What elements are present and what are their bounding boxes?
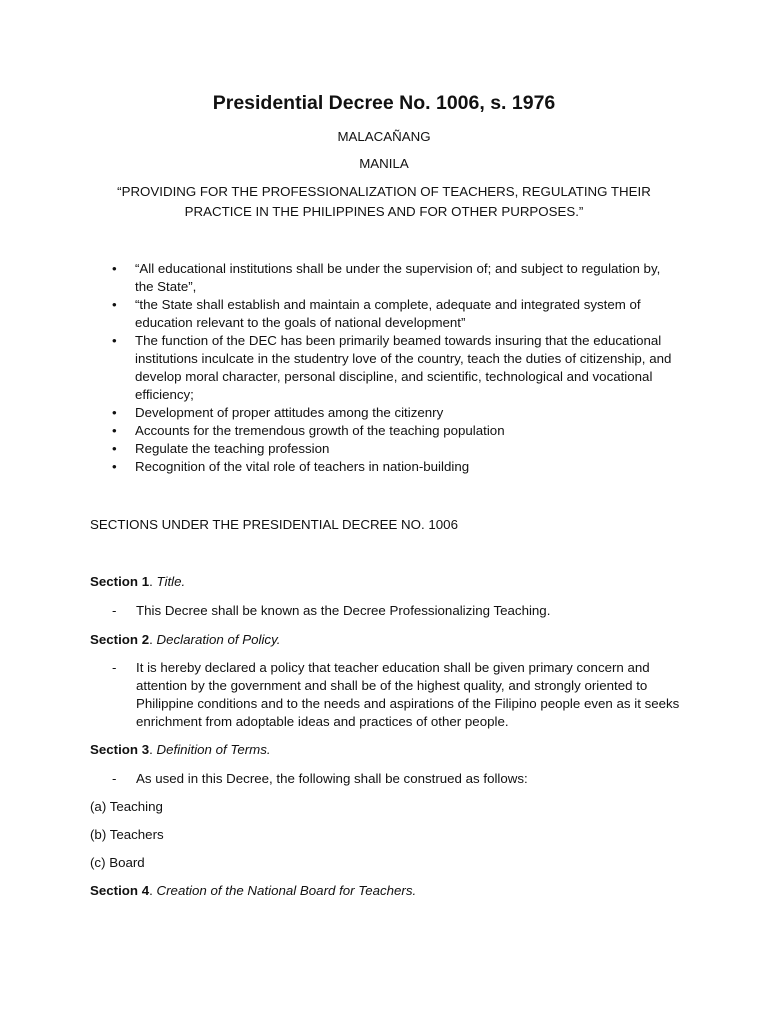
bullet-marker: • <box>112 423 117 438</box>
decree-subtitle: “PROVIDING FOR THE PROFESSIONALIZATION OF TEACHERS, REGULATING THEIR PRACTICE IN THE PHILIPPINES AND FOR OTHER PURPOSES.” <box>117 184 651 219</box>
list-item <box>90 260 680 296</box>
list-item-text: Regulate the teaching profession <box>135 441 330 456</box>
bullet-list <box>90 260 680 476</box>
section-label: Section 4 <box>90 883 150 898</box>
dash-marker: - <box>112 603 117 618</box>
section-body-text: It is hereby declared a policy that teacher education shall be given primary concern and attention by the government and shall be of the highest quality, and strongly oriented to Philippine conditions and to the needs and aspirations of the Filipino people even as it seeks enrichment from adoptable ideas and practices of other people. <box>136 660 680 729</box>
bullet-marker: • <box>112 333 117 348</box>
section-separator: . <box>149 574 157 589</box>
list-item <box>90 296 680 332</box>
list-item-text: “the State shall establish and maintain a complete, adequate and integrated system of education relevant to the goals of national development” <box>135 297 641 330</box>
list-item <box>90 422 680 440</box>
list-item <box>90 440 680 458</box>
section-separator: . <box>149 883 157 898</box>
section-2-body <box>90 659 680 731</box>
list-item-text: Accounts for the tremendous growth of the teaching population <box>135 423 505 438</box>
document-title: Presidential Decree No. 1006, s. 1976 <box>212 92 556 114</box>
section-body-text: This Decree shall be known as the Decree Professionalizing Teaching. <box>136 603 551 618</box>
section-label: Section 3 <box>90 742 150 757</box>
list-item <box>90 458 680 476</box>
section-label: Section 1 <box>90 574 150 589</box>
dash-marker: - <box>112 660 117 675</box>
list-item-text: Development of proper attitudes among the citizenry <box>135 405 444 420</box>
dash-marker: - <box>112 771 117 786</box>
section-separator: . <box>149 632 157 647</box>
issuing-city: MANILA <box>359 156 409 171</box>
issuing-office: MALACAÑANG <box>337 129 431 144</box>
section-name: Title. <box>156 574 186 589</box>
bullet-marker: • <box>112 405 117 420</box>
section-separator: . <box>149 742 157 757</box>
bullet-marker: • <box>112 261 117 276</box>
section-1-body <box>90 602 680 620</box>
term-item: (c) Board <box>90 855 145 870</box>
section-name: Declaration of Policy. <box>156 632 281 647</box>
term-item: (a) Teaching <box>90 799 163 814</box>
list-item-text: The function of the DEC has been primarily beamed towards insuring that the educational institutions inculcate in the studentry love of the country, teach the duties of citizenship, and develop moral character, personal discipline, and scientific, technological and vocational efficiency; <box>135 333 672 402</box>
list-item-text: Recognition of the vital role of teachers in nation-building <box>135 459 470 474</box>
list-item <box>90 332 680 404</box>
section-4-heading <box>90 882 680 900</box>
bullet-marker: • <box>112 459 117 474</box>
bullet-marker: • <box>112 297 117 312</box>
section-3-body <box>90 770 680 788</box>
list-item <box>90 404 680 422</box>
section-1-heading <box>90 573 680 591</box>
section-name: Definition of Terms. <box>156 742 271 757</box>
section-2-heading <box>90 631 680 649</box>
section-name: Creation of the National Board for Teachers. <box>156 883 417 898</box>
bullet-marker: • <box>112 441 117 456</box>
term-item: (b) Teachers <box>90 827 164 842</box>
section-label: Section 2 <box>90 632 150 647</box>
list-item-text: “All educational institutions shall be under the supervision of; and subject to regulation by, the State”, <box>135 261 661 294</box>
sections-heading: SECTIONS UNDER THE PRESIDENTIAL DECREE NO. 1006 <box>90 517 458 532</box>
section-body-text: As used in this Decree, the following shall be construed as follows: <box>136 771 528 786</box>
section-3-heading <box>90 741 680 759</box>
